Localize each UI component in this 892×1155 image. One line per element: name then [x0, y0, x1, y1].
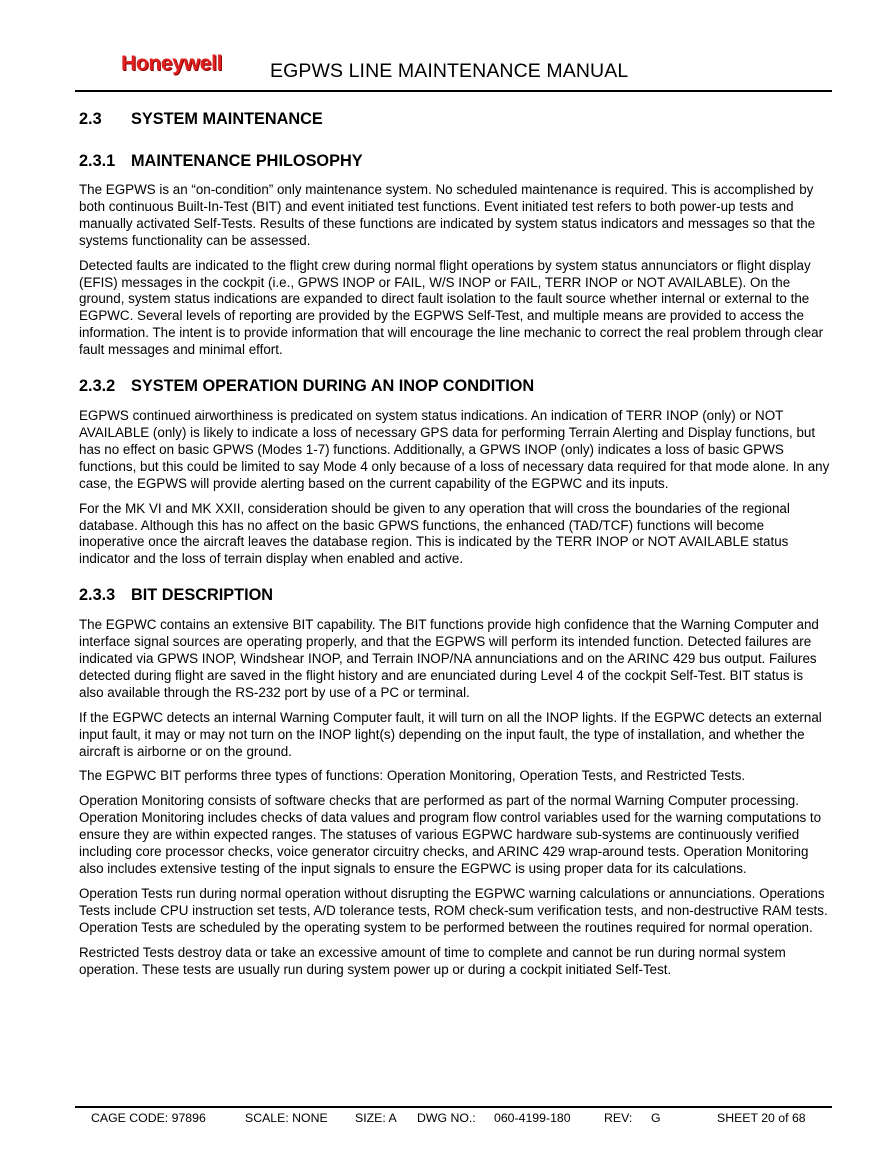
paragraph: The EGPWC BIT performs three types of functions: Operation Monitoring, Operation Tests, and Restricted Tests.: [79, 768, 746, 784]
size: SIZE: A: [355, 1111, 397, 1125]
paragraph: The EGPWC contains an extensive BIT capability. The BIT functions provide high confidence that the Warning Computer and interface signal sources are operating properly, and that the EGPWS will perform its intended function. Detected failures are indicated via GPWS INOP, Windshear INOP, and Terrain INOP/NA annunciations and on the ARINC 429 bus output. Failures detected during flight are saved in the flight history and are enunciated during Level 4 of the cockpit Self-Test. BIT status is also available through the RS-232 port by use of a PC or terminal.: [79, 617, 819, 700]
revision-label: REV:: [604, 1111, 633, 1125]
paragraph: Operation Tests run during normal operation without disrupting the EGPWC warning calculations or annunciations. Operations Tests include CPU instruction set tests, A/D tolerance tests, ROM check-sum verification tests, and non-destructive RAM tests. Operation Tests are scheduled by the operating system to be performed between the routines required for normal operation.: [79, 885, 828, 935]
paragraph: Detected faults are indicated to the flight crew during normal flight operations by system status annunciators or flight display (EFIS) messages in the cockpit (i.e., GPWS INOP or FAIL, W/S INOP or FAIL, TERR INOP or NOT AVAILABLE). On the ground, system status indications are expanded to direct fault isolation to the fault source whether internal or external to the EGPWC. Several levels of reporting are provided by the EGPWS Self-Test, and multiple means are provided to access the information. The intent is to provide information that will encourage the line mechanic to correct the real problem through clear fault messages and minimal effort.: [79, 257, 824, 358]
paragraph: Operation Monitoring consists of software checks that are performed as part of the normal Warning Computer processing. Operation Monitoring includes checks of data values and program flow control variables used for the warning computations to ensure they are within expected ranges. The statuses of various EGPWC hardware sub-systems are continuously verified including core processor checks, voice generator circuitry checks, and ARINC 429 wrap-around tests. Operation Monitoring also includes extensive testing of the input signals to ensure the EGPWC is using proper data for its calculations.: [79, 793, 822, 876]
subsection-title: MAINTENANCE PHILOSOPHY: [131, 152, 363, 170]
subsection-number: 2.3.2: [79, 377, 116, 396]
drawing-number: 060-4199-180: [494, 1111, 571, 1125]
page-footer: [75, 1106, 832, 1132]
cage-code: CAGE CODE: 97896: [91, 1111, 206, 1125]
subsection-title: BIT DESCRIPTION: [131, 586, 274, 605]
paragraph: EGPWS continued airworthiness is predicated on system status indications. An indication of TERR INOP (only) or NOT AVAILABLE (only) is likely to indicate a loss of necessary GPS data for performing Terrain Alerting and Display functions, but has no effect on basic GPWS (Modes 1-7) functions. Additionally, a GPWS INOP (only) indicates a loss of basic GPWS functions, but this could be limited to say Mode 4 only because of a loss of necessary data required for that mode alone. In any case, the EGPWS will provide alerting based on the current capability of the EGPWC and its inputs.: [79, 408, 830, 491]
page-body: [79, 108, 831, 978]
paragraph: If the EGPWC detects an internal Warning Computer fault, it will turn on all the INOP lights. If the EGPWC detects an external input fault, it may or may not turn on the INOP light(s) depending on the input fault, the type of installation, and whether the aircraft is airborne or on the ground.: [79, 709, 822, 759]
paragraph: The EGPWS is an “on-condition” only maintenance system. No scheduled maintenance is required. This is accomplished by both continuous Built-In-Test (BIT) and event initiated test functions. Event initiated test refers to both power-up tests and manually activated Self-Tests. Results of these functions are indicated by system status indicators and messages so that the systems functionality can be assessed.: [79, 182, 816, 248]
page-header: [75, 50, 832, 92]
scale: SCALE: NONE: [245, 1111, 328, 1125]
paragraph: Restricted Tests destroy data or take an excessive amount of time to complete and cannot be run during normal system operation. These tests are usually run during system power up or during a cockpit initiated Self-Test.: [79, 944, 786, 977]
subsection-number: 2.3.3: [79, 586, 116, 605]
revision: G: [651, 1111, 661, 1125]
section-title: SYSTEM MAINTENANCE: [131, 110, 323, 128]
subsection-heading: [79, 375, 831, 397]
subsection-heading: [79, 584, 831, 606]
sheet-number: SHEET 20 of 68: [717, 1111, 806, 1125]
document-title: EGPWS LINE MAINTENANCE MANUAL: [270, 60, 629, 82]
drawing-number-label: DWG NO.:: [417, 1111, 476, 1125]
paragraph: For the MK VI and MK XXII, consideration should be given to any operation that will cross the boundaries of the regional database. Although this has no affect on the basic GPWS functions, the enhanced (TAD/TCF) functions will become inoperative once the aircraft leaves the database region. This is indicated by the TERR INOP or NOT AVAILABLE status indicator and the loss of terrain display when enabled and active.: [79, 500, 790, 567]
section-number: 2.3: [79, 110, 102, 128]
section-heading: [79, 108, 831, 130]
subsection-title: SYSTEM OPERATION DURING AN INOP CONDITION: [131, 377, 535, 396]
subsection-number: 2.3.1: [79, 152, 116, 170]
subsection-heading: [79, 150, 831, 172]
honeywell-logo: Honeywell: [121, 52, 223, 75]
